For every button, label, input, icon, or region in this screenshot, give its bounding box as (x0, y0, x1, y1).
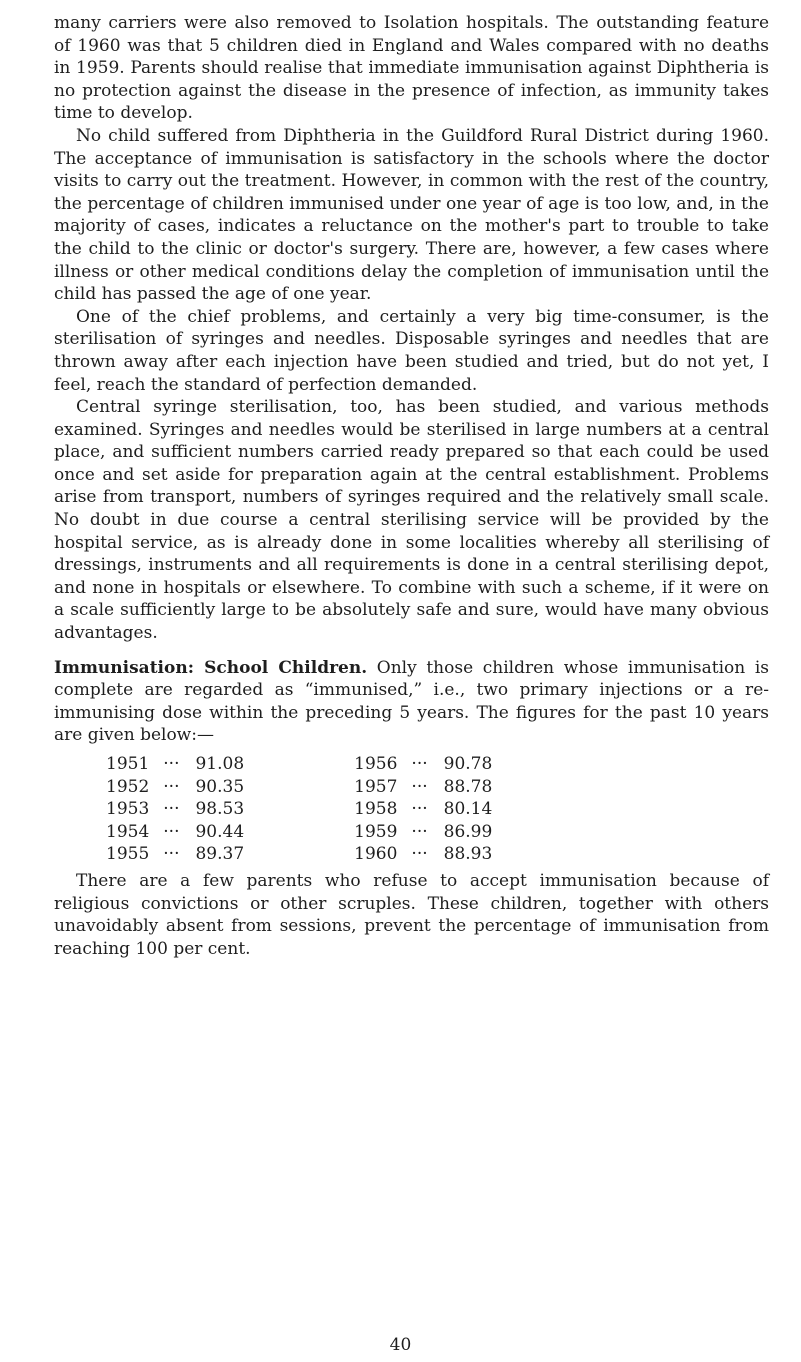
rate-year-cell: 1958 (354, 799, 398, 820)
section-heading: Immunisation: School Children. (54, 657, 368, 678)
paragraph: No child suffered from Diphtheria in the Guildford Rural District during 1960. The acceptance of immunisation is satisfactory in the schools where the doctor visits to carry out the treatment. However, in common with the rest of the country, the percentage of children immunised under one year of age is too low, and, in the majority of cases, indicates a reluctance on the mother's part to trouble to take the child to the clinic or doctor's surgery. There are, however, a few cases where illness or other medical conditions delay the completion of immunisation until the child has passed the age of one year. (54, 125, 769, 305)
paragraph: There are a few parents who refuse to accept immunisation because of religious convictions or other scruples. These children, together with others unavoidably absent from sessions, prevent the percentage of immunisation from reaching 100 per cent. (54, 870, 769, 959)
paragraph: Central syringe sterilisation, too, has been studied, and various methods examined. Syringes and needles would be sterilised in large numbers at a central place, and sufficient numbers carried ready prepared so that each could be used once and set aside for preparation again at the central establishment. Problems arise from transport, numbers of syringes required and the relatively small scale. No doubt in due course a central sterilising service will be provided by the hospital service, as is already done in some localities whereby all sterilising of dressings, instruments and all requirements is done in a central sterilising depot, and none in hospitals or elsewhere. To combine with such a scheme, if it were on a scale sufficiently large to be absolutely safe and sure, would have many obvious advantages. (54, 397, 769, 644)
table-row (106, 843, 492, 866)
rate-year-cell: 1951 (106, 754, 150, 774)
table-row (106, 753, 492, 776)
rate-value-cell: 80.14 (443, 799, 493, 820)
dot-leader: ··· (163, 821, 180, 842)
rate-year-cell: 1956 (354, 754, 398, 774)
rate-value-cell: 88.93 (443, 844, 493, 865)
paragraph: One of the chief problems, and certainly a very big time-consumer, is the sterilisation of syringes and needles. Disposable syringes and needles that are thrown away after each injection have been studied and tried, but do not yet, I feel, reach the standard of perfection demanded. (54, 306, 769, 395)
dot-leader: ··· (163, 754, 180, 774)
document-page (54, 12, 769, 972)
rate-year-cell: 1960 (354, 844, 398, 865)
dot-leader: ··· (411, 799, 428, 820)
dot-leader: ··· (163, 776, 180, 797)
rate-year-cell: 1955 (106, 844, 150, 865)
paragraph (54, 657, 769, 747)
rate-value-cell: 90.44 (195, 821, 245, 842)
rate-value-cell: 89.37 (195, 844, 245, 865)
rate-year-cell: 1953 (106, 799, 150, 820)
school-children-section (54, 657, 769, 961)
rate-value-cell: 86.99 (443, 821, 493, 842)
diphtheria-section (54, 12, 769, 645)
dot-leader: ··· (163, 799, 180, 820)
rate-value-cell: 88.78 (443, 776, 493, 797)
rate-year-cell: 1959 (354, 821, 398, 842)
immunisation-rates-table (106, 753, 492, 866)
dot-leader: ··· (163, 844, 180, 865)
rate-value-cell: 91.08 (195, 754, 245, 774)
page-number: 40 (389, 1335, 412, 1355)
paragraph-text: Only those children whose immunisation is complete are regarded as “immunised,” i.e., two primary injections or a re-immunising dose within the preceding 5 years. The figures for the past 10 years are given below:— (54, 657, 770, 746)
rate-value-cell: 98.53 (195, 799, 245, 820)
rate-value-cell: 90.78 (443, 754, 493, 774)
paragraph: many carriers were also removed to Isolation hospitals. The outstanding feature of 1960 was that 5 children died in England and Wales compared with no deaths in 1959. Parents should realise that immediate immunisation against Diphtheria is no protection against the disease in the presence of infection, as immunity takes time to develop. (54, 13, 769, 124)
rate-year-cell: 1952 (106, 776, 150, 797)
table-row (106, 798, 492, 821)
table-row (106, 776, 492, 799)
dot-leader: ··· (411, 844, 428, 865)
dot-leader: ··· (411, 821, 428, 842)
rate-year-cell: 1957 (354, 776, 398, 797)
rate-year-cell: 1954 (106, 821, 150, 842)
table-row (106, 821, 492, 844)
rate-value-cell: 90.35 (195, 776, 245, 797)
dot-leader: ··· (411, 776, 428, 797)
dot-leader: ··· (411, 754, 428, 774)
